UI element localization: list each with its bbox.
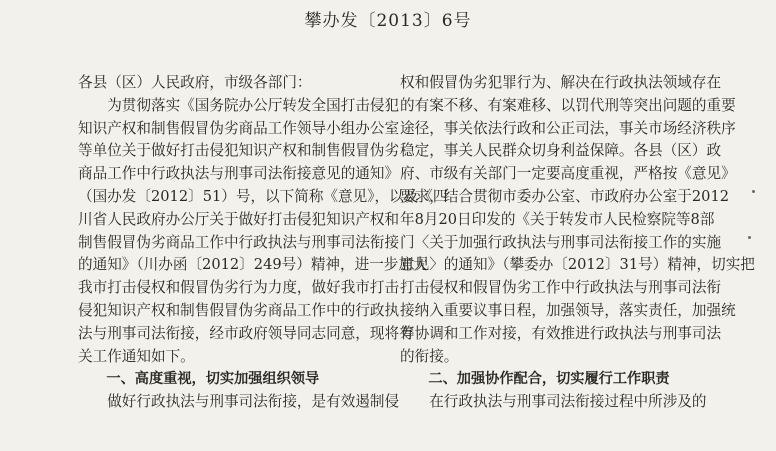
body-line: 权和假冒伪劣犯罪行为、解决在行政执法领域存在	[400, 74, 722, 91]
body-line: 筹协调和工作对接，有效推进行政执法与刑事司法	[400, 324, 722, 342]
body-line: 的衔接。	[400, 347, 459, 365]
body-line: 要求，结合贯彻市委办公室、市政府办公室于2012	[400, 187, 730, 205]
body-line: 的有案不移、有案难移、以罚代刑等突出问题的重要	[400, 96, 736, 114]
body-line: 侵犯知识产权和制售假冒伪劣商品工作中的行政执	[78, 301, 400, 319]
body-line: 做好行政执法与刑事司法衔接，是有效遏制侵	[78, 393, 400, 411]
body-line: 年8月20日印发的《关于转发市人民检察院等8部	[400, 210, 715, 228]
body-line: 知识产权和制售假冒伪劣商品工作领导小组办公室	[78, 119, 400, 137]
scan-speck	[752, 190, 755, 193]
body-line: （国办发〔2012〕51）号，以下简称《意见》，以及《四	[78, 187, 448, 205]
body-line: 的通知》（川办函〔2012〕249号）精神，进一步加大	[78, 256, 428, 274]
right-column	[400, 72, 755, 414]
body-line: 在行政执法与刑事司法衔接过程中所涉及的	[400, 393, 707, 411]
body-line: 关工作通知如下。	[78, 347, 195, 365]
body-line: 法与刑事司法衔接，经市政府领导同志同意，现将有	[78, 324, 414, 342]
body-line: 稳定，事关人民群众切身利益保障。各县（区）政	[400, 142, 722, 160]
body-line: 各县（区）人民政府，市级各部门：	[78, 74, 312, 91]
body-line: 接纳入重要议事日程，加强领导，落实责任，加强统	[400, 301, 736, 319]
body-line: 我市打击侵权和假冒伪劣行为力度，做好我市打击	[78, 279, 400, 297]
body-line: 意见〉的通知》（攀委办〔2012〕31号）精神，切实把	[400, 256, 755, 274]
body-line: 为贯彻落实《国务院办公厅转发全国打击侵犯	[78, 96, 400, 114]
scan-speck	[748, 236, 751, 239]
body-line: 打击侵权和假冒伪劣工作中行政执法与刑事司法衔	[400, 279, 722, 297]
body-line: 川省人民政府办公厅关于做好打击侵犯知识产权和	[78, 210, 400, 228]
body-line: 府、市级有关部门一定要高度重视，严格按《意见》	[400, 165, 736, 183]
body-line: 制售假冒伪劣商品工作中行政执法与刑事司法衔接	[78, 233, 400, 251]
section-heading-2: 二、加强协作配合，切实履行工作职责	[400, 371, 670, 388]
body-line: 途径，事关依法行政和公正司法，事关市场经济秩序	[400, 119, 736, 137]
body-line: 门〈关于加强行政执法与刑事司法衔接工作的实施	[400, 233, 722, 251]
section-heading-1: 一、高度重视，切实加强组织领导	[78, 371, 320, 388]
document-number: 攀办发〔2013〕6号	[304, 11, 472, 31]
body-line: 商品工作中行政执法与刑事司法衔接意见的通知》	[78, 165, 400, 183]
body-line: 等单位关于做好打击侵犯知识产权和制售假冒伪劣	[78, 142, 400, 160]
